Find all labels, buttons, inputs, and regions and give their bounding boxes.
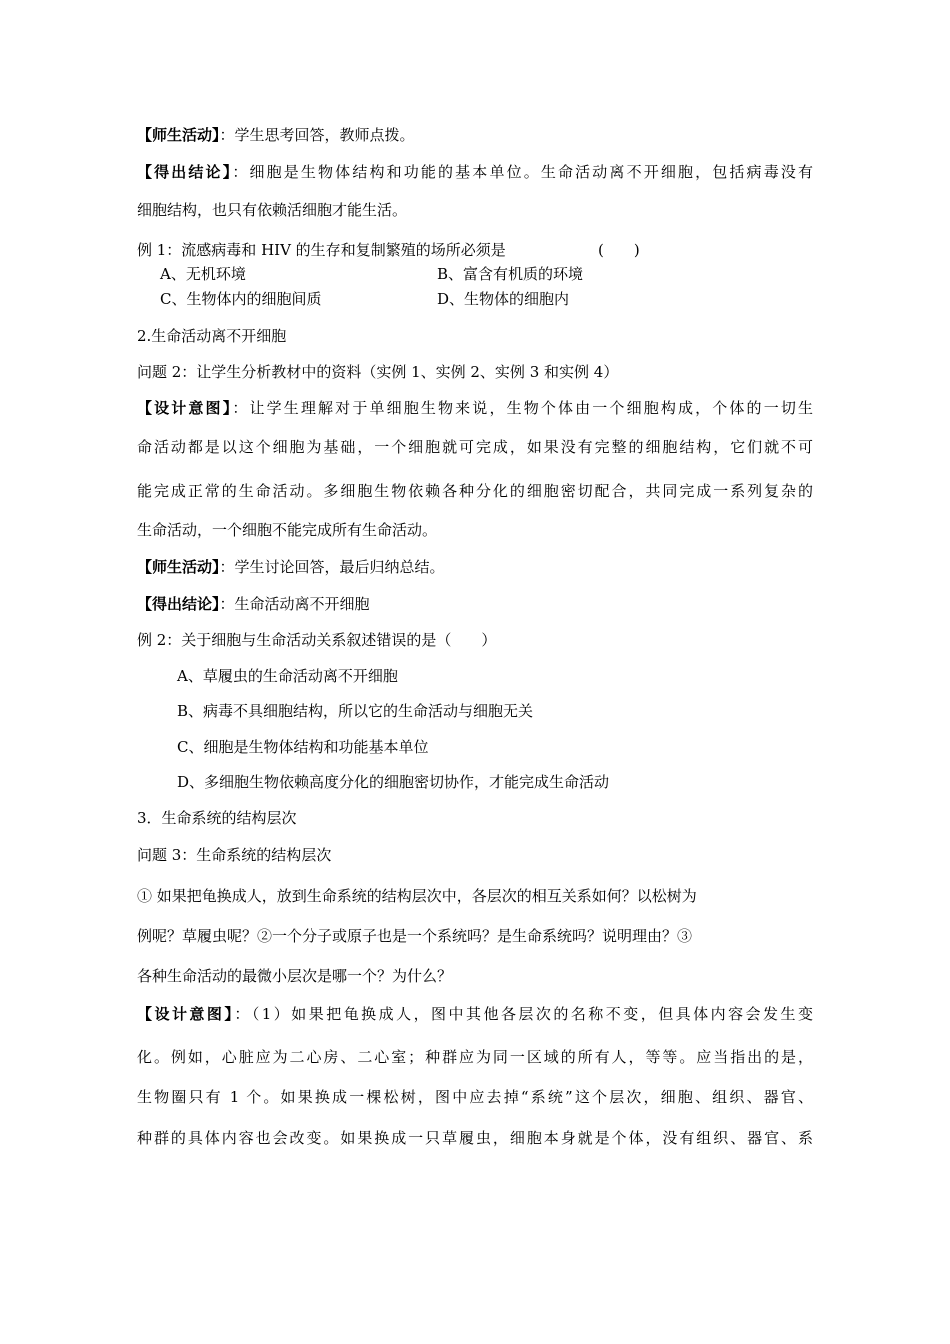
example-2-option-c: C、细胞是生物体结构和功能基本单位 (177, 738, 429, 756)
example-1-stem: 例 1：流感病毒和 HIV 的生存和复制繁殖的场所必须是 (137, 241, 506, 259)
teacher-student-activity-1 (137, 125, 415, 145)
example-2-stem: 例 2：关于细胞与生命活动关系叙述错误的是（ ） (137, 631, 497, 649)
example-1-option-c: C、生物体内的细胞间质 (160, 290, 322, 308)
example-2-option-d: D、多细胞生物依赖高度分化的细胞密切协作，才能完成生命活动 (177, 773, 610, 791)
section-heading-2: 2.生命活动离不开细胞 (137, 327, 287, 345)
design-intent-2-line-1 (137, 398, 813, 418)
design-intent-3-line-2: 化。例如，心脏应为二心房、二心室；种群应为同一区域的所有人，等等。应当指出的是， (137, 1048, 813, 1066)
section-tag: 【师生活动】 (137, 558, 220, 576)
paragraph-text: ：细胞是生物体结构和功能的基本单位。生命活动离不开细胞，包括病毒没有 (232, 163, 813, 181)
conclusion-2 (137, 594, 370, 614)
paragraph-text: ：生命活动离不开细胞 (219, 595, 370, 613)
design-intent-3-line-4: 种群的具体内容也会改变。如果换成一只草履虫，细胞本身就是个体，没有组织、器官、系 (137, 1129, 813, 1147)
design-intent-3-line-1 (137, 1004, 813, 1024)
section-tag: 【得出结论】 (137, 595, 220, 613)
paragraph-text: ：学生思考回答，教师点拨。 (219, 126, 415, 144)
question-3-line-2: 例呢？草履虫呢？②一个分子或原子也是一个系统吗？是生命系统吗？说明理由？③ (137, 927, 693, 945)
example-2-option-a: A、草履虫的生命活动离不开细胞 (177, 667, 398, 685)
design-intent-2-line-2: 命活动都是以这个细胞为基础，一个细胞就可完成，如果没有完整的细胞结构，它们就不可 (137, 438, 813, 456)
conclusion-1-line-1 (137, 162, 813, 182)
example-1-option-b: B、富含有机质的环境 (437, 265, 584, 283)
design-intent-2-line-3: 能完成正常的生命活动。多细胞生物依赖各种分化的细胞密切配合，共同完成一系列复杂的 (137, 482, 813, 500)
section-heading-3: 3．生命系统的结构层次 (137, 809, 297, 827)
example-1-option-d: D、生物体的细胞内 (437, 290, 570, 308)
paragraph-text: ：让学生理解对于单细胞生物来说，生物个体由一个细胞构成，个体的一切生 (232, 399, 813, 417)
paragraph-text: ：（1）如果把龟换成人，图中其他各层次的名称不变，但具体内容会发生变 (234, 1005, 813, 1023)
section-tag: 【设计意图】 (137, 1005, 235, 1023)
question-3-line-1: ① 如果把龟换成人，放到生命系统的结构层次中，各层次的相互关系如何？以松树为 (137, 887, 697, 905)
design-intent-2-line-4: 生命活动，一个细胞不能完成所有生命活动。 (137, 521, 438, 539)
example-2-option-b: B、病毒不具细胞结构，所以它的生命活动与细胞无关 (177, 702, 534, 720)
question-3-line-3: 各种生命活动的最微小层次是哪一个？为什么？ (137, 967, 453, 985)
question-2: 问题 2：让学生分析教材中的资料（实例 1、实例 2、实例 3 和实例 4） (137, 363, 619, 381)
section-tag: 【得出结论】 (137, 163, 233, 181)
section-tag: 【设计意图】 (137, 399, 233, 417)
conclusion-1-line-2: 细胞结构，也只有依赖活细胞才能生活。 (137, 201, 408, 219)
section-tag: 【师生活动】 (137, 126, 220, 144)
example-1-answer-paren: ( ) (598, 241, 640, 259)
question-3: 问题 3：生命系统的结构层次 (137, 846, 332, 864)
paragraph-text: ：学生讨论回答，最后归纳总结。 (219, 558, 445, 576)
design-intent-3-line-3: 生物圈只有 1 个。如果换成一棵松树，图中应去掉“系统”这个层次，细胞、组织、器官、 (137, 1088, 813, 1106)
example-1-option-a: A、无机环境 (160, 265, 246, 283)
teacher-student-activity-2 (137, 557, 445, 577)
